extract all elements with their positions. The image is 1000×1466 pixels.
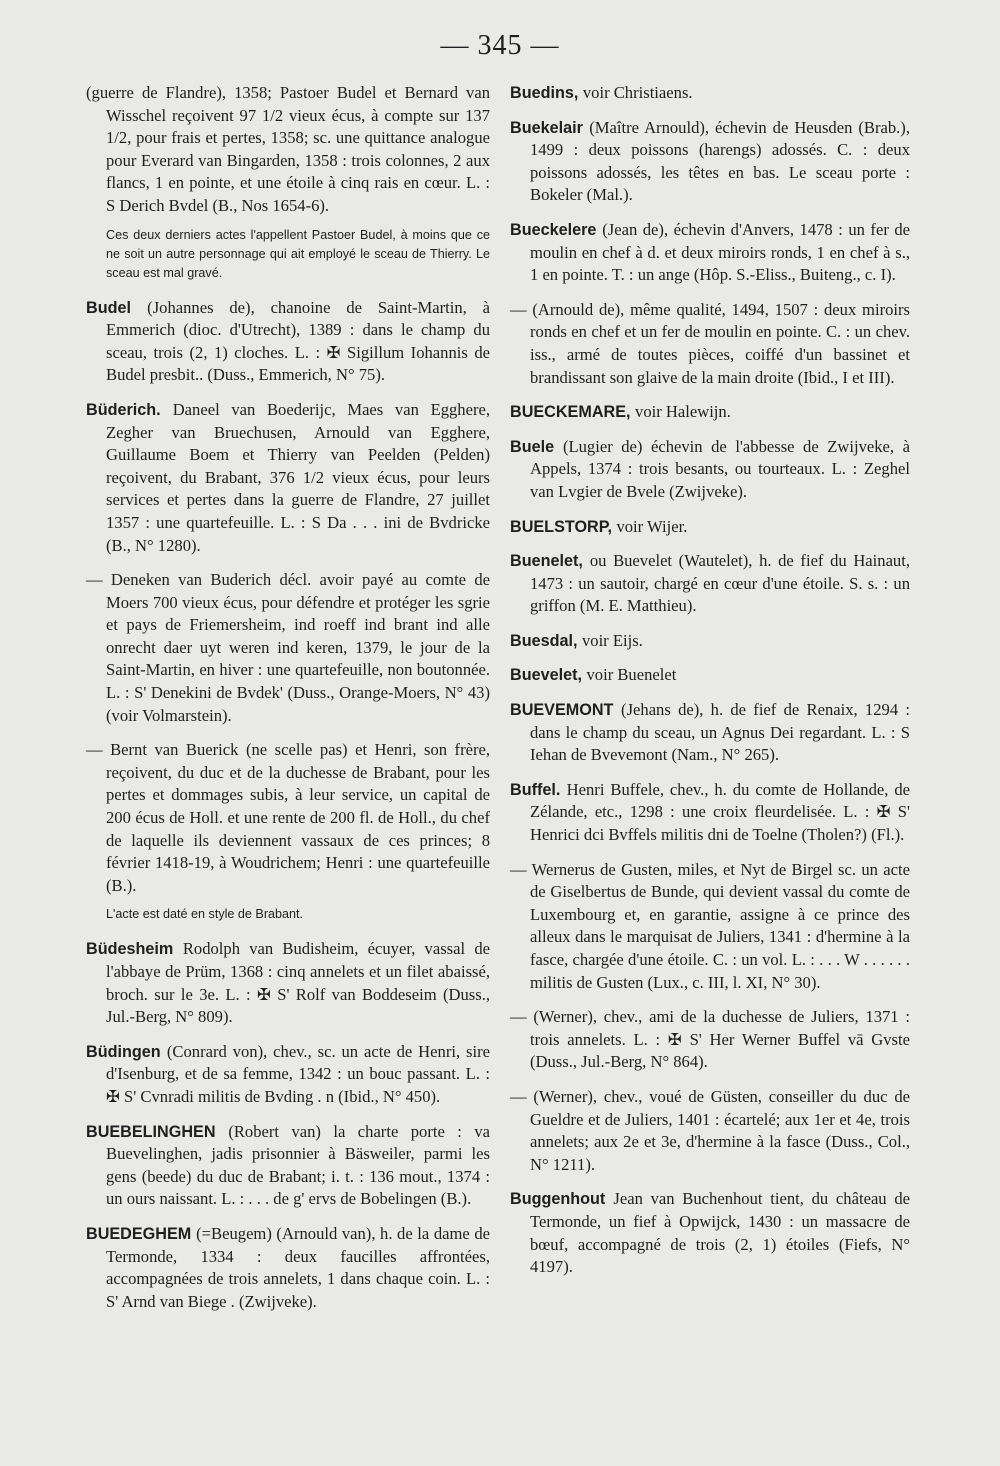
dictionary-entry <box>510 1188 910 1278</box>
dictionary-entry <box>510 401 910 424</box>
entry-note: Ces deux derniers actes l'appellent Pastoer Budel, à moins que ce ne soit un autre personnage qui ait employé le sceau de Thierry. Le sceau est mal gravé. <box>106 227 490 280</box>
page-number: — 345 — <box>440 30 560 61</box>
dictionary-entry <box>510 436 910 504</box>
entry-text: — (Werner), chev., voué de Güsten, conseiller du duc de Gueldre et de Juliers, 1401 : écartelé; aux 1er et 4e, trois annelets; aux 2e et 3e, d'hermine à la fasce (Duss., Col., N° 1211). <box>510 1086 910 1174</box>
entry-headword: Buenelet, <box>510 552 590 571</box>
entry-text: (Robert van) la charte porte : va Buevelinghen, jadis prisonnier à Bäsweiler, parmi les gens (beede) du duc de Brabant; i. t. : 136 mout., 1374 : un ours naissant. L. : . . . de g' ervs de Bobelingen (B.). <box>106 1121 491 1209</box>
dictionary-entry <box>510 779 910 847</box>
entry-note: L'acte est daté en style de Brabant. <box>106 907 304 922</box>
entry-text: (Jehans de), h. de fief de Renaix, 1294 : dans le champ du sceau, un Agnus Dei regardant. L. : S Iehan de Bvevemont (Nam., N° 265). <box>530 700 910 765</box>
entry-headword: Buggenhout <box>510 1190 614 1209</box>
entry-text: (guerre de Flandre), 1358; Pastoer Budel et Bernard van Wisschel reçoivent 97 1/2 vieux écus, à compte sur 137 1/2, pour frais et pertes, 1358; sc. une quittance analogue pour Everard van Bingarden, 1358 : trois colonnes, 2 aux flancs, 1 en pointe, et une étoile à cinq rais en cœur. L. : S Derich Bvdel (B., Nos 1654-6). <box>86 83 490 215</box>
left-column <box>86 82 490 1325</box>
entry-headword: Buesdal, <box>510 631 582 650</box>
entry-text: Daneel van Boederijc, Maes van Egghere, Zegher van Bruechusen, Arnould van Egghere, Guillaume Boem et Thierry van Peelden (Pelden) reçoivent, du Brabant, 376 1/2 vieux écus, pour leurs services et pertes dans la guerre de Flandre, 27 juillet 1357 : une quartefeuille. L. : S Da . . . ini de Bvdricke (B., N° 1280). <box>106 399 491 555</box>
dictionary-entry <box>510 664 910 687</box>
entry-text: voir Eijs. <box>581 630 643 650</box>
dictionary-entry <box>86 82 490 218</box>
entry-headword: Büdesheim <box>86 940 183 959</box>
dictionary-entry <box>510 117 910 207</box>
entry-headword: Buedins, <box>510 84 583 102</box>
entry-headword: Buffel. <box>510 780 567 799</box>
right-column <box>510 82 910 1291</box>
entry-text: (=Beugem) (Arnould van), h. de la dame de Termonde, 1334 : deux faucilles affrontées, accompagnées de trois annelets, 1 dans chaque coin. L. : S' Arnd van Biege . (Zwijveke). <box>106 1223 490 1311</box>
dictionary-entry <box>510 1006 910 1074</box>
entry-text: — (Arnould de), même qualité, 1494, 1507 : deux miroirs ronds en chef et un fer de moulin en pointe. C. : un chev. iss., armé de toutes pièces, coiffé d'un bassinet et brandissant son glaive de la main droite (Ibid., I et III). <box>510 299 910 387</box>
entry-headword: Büdingen <box>86 1042 167 1061</box>
entry-headword: BUEVEMONT <box>510 701 622 720</box>
dictionary-entry <box>510 299 910 389</box>
entry-headword: BUEDEGHEM <box>86 1224 197 1243</box>
dictionary-entry <box>510 699 910 767</box>
dictionary-entry <box>86 1041 490 1109</box>
entry-text: voir Wijer. <box>616 516 688 536</box>
entry-headword: Bueckelere <box>510 220 603 239</box>
entry-headword: Buevelet, <box>510 666 587 685</box>
dictionary-entry <box>510 550 910 618</box>
entry-text: Rodolph van Budisheim, écuyer, vassal de l'abbaye de Prüm, 1368 : cinq annelets et un filet abaissé, broch. sur le 3e. L. : ✠ S' Rolf van Boddeseim (Duss., Jul.-Berg, N° 809). <box>106 939 490 1027</box>
entry-text: — Deneken van Buderich décl. avoir payé au comte de Moers 700 vieux écus, pour défendre et protéger les sgrie et pays de Friemersheim, ind roeff ind brant ind alle onrecht daer uyt weren ind keren, 1379, le jour de la Saint-Martin, en hiver : une quartefeuille, non boutonnée. L. : S' Denekini de Bvdek' (Duss., Orange-Moers, N° 43) (voir Volmarstein). <box>86 570 490 725</box>
entry-text: (Maître Arnould), échevin de Heusden (Brab.), 1499 : deux poissons (harengs) adossés. C. : deux poissons adossés, les têtes en bas. Le sceau porte : Bokeler (Mal.). <box>530 117 910 205</box>
dictionary-entry <box>510 516 910 539</box>
entry-text: — Bernt van Buerick (ne scelle pas) et Henri, son frère, reçoivent, du duc et de la duchesse de Brabant, pour les pertes et dommages subis, à leur service, un capital de 200 écus de Holl. et une rente de 200 fl. de Holl., du chef de laquelle ils deviennent vassaux de ces princes; 8 février 1418-19, à Woudrichem; Henri : une quartefeuille (B.). <box>86 740 490 895</box>
entry-text: voir Christiaens. <box>582 83 693 102</box>
dictionary-entry <box>510 1086 910 1176</box>
dictionary-entry <box>86 297 490 387</box>
entry-text: (Jean de), échevin d'Anvers, 1478 : un fer de moulin en chef à d. et deux miroirs ronds, 1 en chef à s., 1 en pointe. T. : un ange (Hôp. S.-Eliss., Buiteng., c. I). <box>530 219 911 285</box>
entry-headword: BUELSTORP, <box>510 517 617 536</box>
entry-headword: Budel <box>86 298 148 317</box>
entry-text: voir Halewijn. <box>635 402 731 422</box>
entry-headword: BUEBELINGHEN <box>86 1122 229 1141</box>
entry-text: (Johannes de), chanoine de Saint-Martin, à Emmerich (dioc. d'Utrecht), 1389 : dans le champ du sceau, trois (2, 1) cloches. L. : ✠ Sigillum Iohannis de Budel presbit.. (Duss., Emmerich, N° 75). <box>106 297 490 385</box>
dictionary-entry <box>510 82 910 105</box>
entry-text: (Conrard von), chev., sc. un acte de Henri, sire d'Isenburg, et de sa femme, 1342 : un bouc passant. L. : ✠ S' Cvnradi militis de Bvding . n (Ibid., N° 450). <box>106 1041 490 1106</box>
entry-headword: Buele <box>510 437 563 456</box>
entry-headword: Büderich. <box>86 400 173 419</box>
dictionary-entry <box>510 630 910 653</box>
dictionary-entry <box>510 219 910 287</box>
dictionary-entry <box>86 569 490 727</box>
entry-text: voir Buenelet <box>586 665 677 685</box>
dictionary-entry <box>86 399 490 557</box>
dictionary-entry <box>86 1223 490 1313</box>
dictionary-entry <box>86 1121 490 1211</box>
entry-text: — Wernerus de Gusten, miles, et Nyt de Birgel sc. un acte de Giselbertus de Bunde, qui devient vassal du comte de Luxembourg et, en garantie, assigne à ce prince des alleux dans le marquisat de Juliers, 1341 : d'hermine à la fasce, chargée d'une étoile. C. : un vol. L. : . . . W . . . . . . militis de Gusten (Lux., c. III, l. XI, N° 30). <box>510 859 910 992</box>
dictionary-entry <box>510 859 910 995</box>
entry-text: (Lugier de) échevin de l'abbesse de Zwijveke, à Appels, 1374 : trois besants, ou tourteaux. L. : Zeghel van Lvgier de Bvele (Zwijveke). <box>530 436 910 501</box>
entry-text: Henri Buffele, chev., h. du comte de Hollande, de Zélande, etc., 1298 : une croix fleurdelisée. L. : ✠ S' Henrici dci Bvffels militis dni de Toelne (Tholen?) (Fl.). <box>530 779 911 845</box>
dictionary-entry <box>86 938 490 1028</box>
entry-text: ou Buevelet (Wautelet), h. de fief du Hainaut, 1473 : un sautoir, chargé en cœur d'une étoile. S. s. : un griffon (M. E. Matthieu). <box>530 551 910 616</box>
entry-headword: BUECKEMARE, <box>510 403 636 422</box>
entry-headword: Buekelair <box>510 118 590 137</box>
entry-text: Jean van Buchenhout tient, du château de Termonde, un fief à Opwijck, 1430 : un massacre de bœuf, accompagné de trois (2, 1) étoiles (Fiefs, N° 4197). <box>530 1189 910 1277</box>
dictionary-entry <box>86 739 490 897</box>
entry-text: — (Werner), chev., ami de la duchesse de Juliers, 1371 : trois annelets. L. : ✠ S' Her Werner Buffel vā Gvste (Duss., Jul.-Berg, N° 864). <box>510 1007 910 1072</box>
